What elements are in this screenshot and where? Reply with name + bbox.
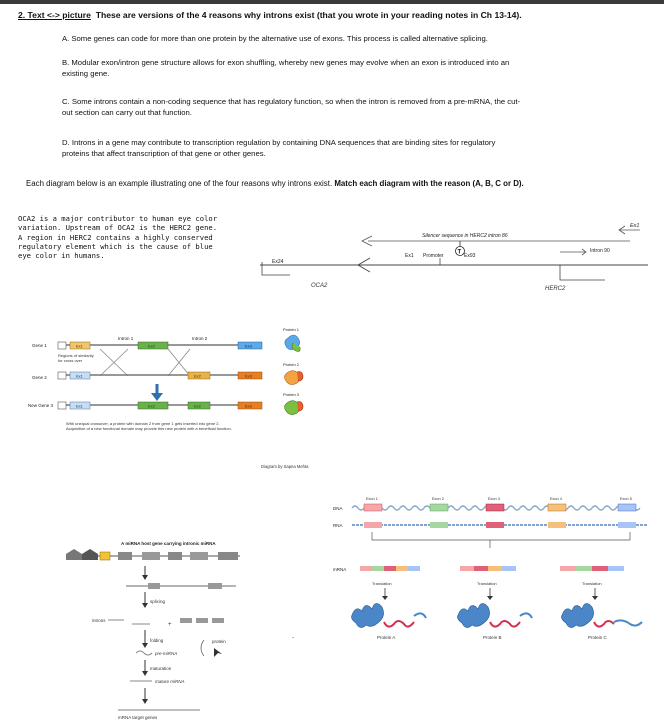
isoform-exon (488, 566, 502, 571)
regions-label: Regions of similarity (58, 353, 94, 358)
reason-a-line: A. Some genes can code for more than one protein by the alternative use of exons. This process is called alternative splicing. (62, 34, 488, 43)
down-arrow-icon (142, 643, 148, 648)
house-icon (82, 549, 98, 560)
exon-box (190, 552, 208, 560)
protein-b-loop-icon (490, 621, 520, 627)
new-gene3-label: New Gene 3 (28, 403, 54, 408)
rna-exon3 (486, 522, 504, 528)
diagram3-figure (66, 541, 294, 720)
gene1-exon3-label: Ex3 (245, 343, 252, 349)
gene3-exon2b-label: Ex2 (194, 403, 201, 409)
protein1-label: Protein 1 (283, 327, 300, 332)
gene1-exon1-label: Ex1 (76, 343, 83, 349)
protein-a-tail-icon (414, 613, 426, 618)
oca2-label: OCA2 (311, 283, 328, 289)
mrna-isoform-a (360, 566, 420, 571)
gene3-exon2a-label: Ex2 (148, 403, 155, 409)
down-arrow-icon (142, 699, 148, 704)
diagram2-caption: Acquisition of a new functional domain may provide this new protein with a beneficial function. (66, 426, 232, 431)
intron90-label: Intron 90 (590, 248, 610, 254)
house-icon (66, 549, 82, 560)
protein-arrow-icon (214, 648, 222, 657)
down-arrow-icon (382, 596, 388, 600)
introns-label: introns (92, 618, 106, 623)
isoform-exon (592, 566, 608, 571)
gene2-exon3-label: Ex3 (245, 373, 252, 379)
protein-c-icon (562, 603, 594, 627)
protein2-domain-icon (297, 372, 303, 382)
targets-label: mRNA target genes (118, 715, 158, 720)
isoform-exon (576, 566, 592, 571)
exon-box (100, 552, 110, 560)
isoform-exon (360, 566, 372, 571)
mrna-label: mRNA (333, 567, 347, 572)
ex1-promoter-label: Ex1 (405, 253, 414, 259)
exon-box (118, 552, 132, 560)
splice-bracket (372, 532, 630, 540)
down-arrow-icon (592, 596, 598, 600)
intron1-label: Intron 1 (118, 336, 134, 341)
ex93-label: Ex93 (464, 253, 476, 259)
protein-a-label: Protein A (377, 635, 396, 640)
gene1-flank (58, 342, 66, 349)
pre-mirna-label: pre-miRNA (155, 651, 178, 656)
gene2-exon1-label: Ex1 (76, 373, 83, 379)
gene2-exon2-label: Ex2 (194, 373, 201, 379)
dna-exon4 (548, 504, 566, 511)
question-label: 2. Text <-> picture (18, 10, 91, 20)
dna-label: DNA (333, 506, 343, 511)
ex24-label: Ex24 (272, 259, 284, 265)
protein-b-label: Protein B (483, 635, 502, 640)
gene1-exon2-label: Ex2 (148, 343, 155, 349)
protein-a-loop-icon (384, 621, 414, 627)
mrna-isoform-c (560, 566, 624, 571)
maturation-label: maturation (150, 666, 172, 671)
dna-exon2 (430, 504, 448, 511)
protein-c-tail-icon (614, 620, 642, 625)
exon-label: Exon 3 (488, 497, 500, 501)
dna-exon5 (618, 504, 636, 511)
reason-d-line: D. Introns in a gene may contribute to transcription regulation by containing DNA sequences that are binding sites for regulatory (62, 138, 496, 147)
protein-label: protein (212, 639, 226, 644)
isoform-exon (372, 566, 384, 571)
exon-box (208, 583, 222, 589)
reason-d-line: proteins that affect transcription of that gene or other genes. (62, 148, 266, 158)
protein-b-icon (458, 603, 490, 627)
protein-a-icon (352, 603, 384, 627)
mrna-exon (212, 618, 224, 623)
exon-box (148, 583, 160, 589)
splicing-label: splicing (150, 599, 166, 604)
reason-b-line: existing gene. (62, 68, 110, 78)
stray-dot: . (292, 631, 295, 640)
diagram1-text-line: OCA2 is a major contributor to human eye color (18, 214, 218, 223)
isoform-exon (608, 566, 624, 571)
rna-label: RNA (333, 523, 343, 528)
herc2-bracket (560, 265, 605, 280)
bracket (201, 640, 204, 656)
gene2-flank (58, 372, 66, 379)
promoter-label: Promoter (423, 253, 444, 259)
isoform-exon (396, 566, 408, 571)
protein3-domain-icon (297, 402, 303, 412)
mirna-title: A miRNA host gene carrying intronic miRNA (121, 541, 216, 546)
reason-c-line: out section can carry out that function. (62, 107, 192, 117)
crossover-x-icon (100, 349, 128, 376)
instruction-bold: Match each diagram with the reason (A, B, C or D). (334, 179, 524, 188)
down-arrow-icon (142, 603, 148, 608)
rna-exon5 (618, 522, 636, 528)
mrna-isoform-b (460, 566, 516, 571)
exon-label: Exon 1 (366, 497, 378, 501)
dna-exon3 (486, 504, 504, 511)
down-arrow-icon (487, 596, 493, 600)
mature-mirna-label: mature miRNA (155, 679, 185, 684)
exon-label: Exon 4 (550, 497, 562, 501)
isoform-exon (408, 566, 420, 571)
rna-exon4 (548, 522, 566, 528)
protein-b-tail-icon (520, 613, 532, 618)
translation-label: Translation (582, 581, 602, 586)
protein2-label: Protein 2 (283, 362, 300, 367)
isoform-exon (502, 566, 516, 571)
down-arrow-icon (142, 575, 148, 580)
rna-exon2 (430, 522, 448, 528)
isoform-exon (560, 566, 576, 571)
dna-exon1 (364, 504, 382, 511)
reason-b-line: B. Modular exon/intron gene structure allows for exon shuffling, whereby new genes may evolve when an exon is introduced into an (62, 58, 510, 67)
reason-c-line: C. Some introns contain a non-coding sequence that has regulatory function, so when the intron is removed from a pre-mRNA, the cut- (62, 97, 521, 106)
translation-label: Translation (372, 581, 392, 586)
diagram1-figure (260, 223, 648, 292)
protein-c-label: Protein C (588, 635, 607, 640)
mrna-exon (196, 618, 208, 623)
down-arrow-icon (151, 393, 163, 401)
diagram2-caption: With unequal crossover, a protein with domain 2 from gene 1 gets inserted into gene 2. (66, 421, 220, 426)
isoform-exon (384, 566, 396, 571)
isoform-exon (474, 566, 488, 571)
diagram2-credit: Diagram by Sapna Mehta (261, 464, 309, 469)
silencer-label: Silencer sequence in HERC2 intron 86 (422, 233, 508, 239)
exon-label: Exon 2 (432, 497, 444, 501)
snp-base-label: T (457, 249, 462, 256)
regions-label: for cross over (58, 358, 83, 363)
down-arrow-icon (142, 671, 148, 676)
crossover-x-icon (168, 349, 190, 376)
exon-box (142, 552, 160, 560)
exon-box (218, 552, 238, 560)
pre-mirna-hairpin-icon (136, 651, 152, 655)
translation-label: Translation (477, 581, 497, 586)
diagram1-text-line: variation. Upstream of OCA2 is the HERC2 gene. (18, 223, 218, 233)
protein3-label: Protein 3 (283, 392, 300, 397)
diagram1-text-line: eye color in humans. (18, 251, 105, 261)
diagram2-figure (28, 327, 309, 469)
gene3-flank (58, 402, 66, 409)
isoform-exon (460, 566, 474, 571)
gene3-exon1-label: Ex1 (76, 403, 83, 409)
herc2-label: HERC2 (545, 286, 566, 292)
mrna-exon (180, 618, 192, 623)
intron2-label: Intron 2 (192, 336, 208, 341)
instruction-text: Each diagram below is an example illustrating one of the four reasons why introns exist. (26, 179, 335, 188)
exon-label: Exon 5 (620, 497, 632, 501)
question-text: These are versions of the 4 reasons why introns exist (that you wrote in your reading notes in Ch 13-14). (95, 10, 522, 20)
diagram4-figure (333, 497, 648, 640)
gene1-label: Gene 1 (32, 343, 47, 348)
rna-exon1 (364, 522, 382, 528)
gene3-exon3-label: Ex3 (245, 403, 252, 409)
folding-label: folding (150, 638, 164, 643)
diagram1-text-line: regulatory element which is the cause of blue (18, 241, 213, 251)
ex1-label: Ex1 (630, 223, 640, 229)
plus-sign: + (168, 622, 172, 628)
gene2-label: Gene 2 (32, 375, 47, 380)
protein-c-loop-icon (594, 621, 614, 627)
diagram1-text-line: A region in HERC2 contains a highly conserved (18, 232, 213, 242)
exon-box (168, 552, 182, 560)
